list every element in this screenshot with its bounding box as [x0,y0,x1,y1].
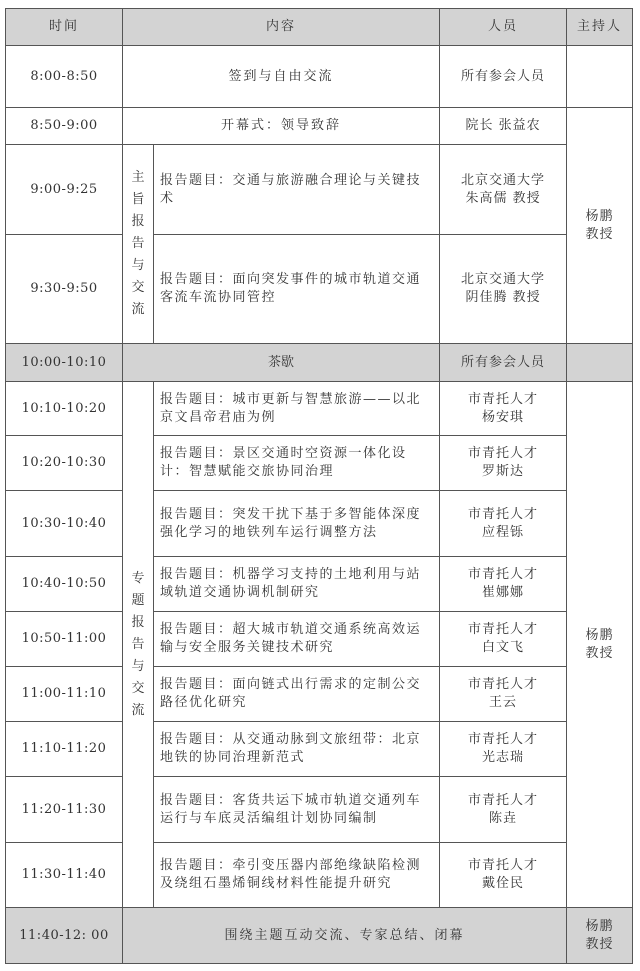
table-row [6,145,633,235]
content-cell: 报告题目：机器学习支持的土地利用与站域轨道交通协调机制研究 [154,557,440,612]
time-cell: 10:40-10:50 [6,557,123,612]
personnel-cell [440,843,567,908]
personnel-name: 王云 [489,695,518,710]
table-row [6,46,633,108]
host-cell [567,908,633,964]
header-personnel: 人员 [440,9,567,46]
closing-row [6,908,633,964]
personnel-name: 杨安琪 [482,409,525,425]
host-title: 教授 [585,645,614,661]
time-cell: 10:20-10:30 [6,436,123,491]
personnel-affiliation: 市青托人才 [468,677,539,692]
personnel-affiliation: 市青托人才 [468,391,539,407]
header-time: 时间 [6,9,123,46]
table-row [6,722,633,777]
time-cell: 11:00-11:10 [6,667,123,722]
personnel-cell [440,777,567,843]
content-cell: 报告题目：从交通动脉到文旅纽带：北京地铁的协同治理新范式 [154,722,440,777]
host-cell-empty [567,46,633,108]
time-cell: 10:00-10:10 [6,344,123,382]
table-row [6,843,633,908]
content-cell: 报告题目：交通与旅游融合理论与关键技术 [154,145,440,235]
time-cell: 10:10-10:20 [6,382,123,436]
personnel-name: 白文飞 [482,640,525,655]
personnel-name: 陈垚 [489,810,518,826]
table-row [6,235,633,344]
host-cell [567,382,633,908]
personnel-affiliation: 市青托人才 [468,858,539,873]
personnel-name: 戴佺民 [482,876,525,891]
break-row [6,344,633,382]
time-cell: 8:50-9:00 [6,108,123,145]
personnel-affiliation: 市青托人才 [468,506,539,522]
personnel-name: 朱高儒 教授 [465,190,541,206]
content-cell: 报告题目：超大城市轨道交通系统高效运输与安全服务关键技术研究 [154,612,440,667]
host-name: 杨鹏 [585,627,614,643]
personnel-cell [440,382,567,436]
time-cell: 8:00-8:50 [6,46,123,108]
session-label-keynote [123,145,154,344]
table-row [6,557,633,612]
content-cell: 报告题目：景区交通时空资源一体化设计：智慧赋能交旅协同治理 [154,436,440,491]
time-cell: 11:10-11:20 [6,722,123,777]
personnel-affiliation: 市青托人才 [468,446,539,461]
table-row [6,108,633,145]
personnel-cell: 所有参会人员 [440,344,567,382]
personnel-cell [440,557,567,612]
personnel-cell [440,145,567,235]
content-cell: 签到与自由交流 [123,46,440,108]
content-cell: 开幕式：领导致辞 [123,108,440,145]
table-row [6,667,633,722]
time-cell: 10:50-11:00 [6,612,123,667]
content-cell: 报告题目：面向突发事件的城市轨道交通客流车流协同管控 [154,235,440,344]
host-name: 杨鹏 [585,918,614,934]
personnel-affiliation: 市青托人才 [468,622,539,637]
content-cell: 报告题目：牵引变压器内部绝缘缺陷检测及绕组石墨烯铜线材料性能提升研究 [154,843,440,908]
time-cell: 9:30-9:50 [6,235,123,344]
time-cell: 9:00-9:25 [6,145,123,235]
content-cell: 报告题目：面向链式出行需求的定制公交路径优化研究 [154,667,440,722]
personnel-cell [440,667,567,722]
session-label-text: 主旨报告与交流 [131,170,145,317]
header-row [6,9,633,46]
personnel-affiliation: 北京交通大学 [461,172,546,188]
header-host: 主持人 [567,9,633,46]
personnel-cell [440,491,567,557]
personnel-affiliation: 市青托人才 [468,567,539,582]
personnel-name: 阴佳腾 教授 [465,290,541,305]
content-cell: 茶歇 [123,344,440,382]
personnel-cell: 所有参会人员 [440,46,567,108]
personnel-cell [440,436,567,491]
personnel-name: 应程铄 [482,524,525,540]
host-title: 教授 [585,226,614,242]
time-cell: 10:30-10:40 [6,491,123,557]
table-row [6,612,633,667]
schedule-table [5,8,633,964]
personnel-name: 罗斯达 [482,464,525,479]
header-content: 内容 [123,9,440,46]
time-cell: 11:20-11:30 [6,777,123,843]
content-cell: 报告题目：突发干扰下基于多智能体深度强化学习的地铁列车运行调整方法 [154,491,440,557]
session-label-text: 专题报告与交流 [131,570,145,718]
table-row [6,777,633,843]
content-cell: 报告题目：城市更新与智慧旅游——以北京文昌帝君庙为例 [154,382,440,436]
personnel-name: 光志瑞 [482,750,525,765]
personnel-cell [440,235,567,344]
host-name: 杨鹏 [585,208,614,224]
table-row [6,436,633,491]
host-cell-empty [567,344,633,382]
personnel-affiliation: 市青托人才 [468,732,539,747]
table-row [6,382,633,436]
personnel-cell: 院长 张益农 [440,108,567,145]
table-row [6,491,633,557]
content-cell: 围绕主题互动交流、专家总结、闭幕 [123,908,567,964]
personnel-cell [440,722,567,777]
time-cell: 11:30-11:40 [6,843,123,908]
host-title: 教授 [585,936,614,952]
host-cell [567,108,633,344]
personnel-affiliation: 市青托人才 [468,792,539,808]
content-cell: 报告题目：客货共运下城市轨道交通列车运行与车底灵活编组计划协同编制 [154,777,440,843]
session-label-special [123,382,154,908]
personnel-cell [440,612,567,667]
personnel-affiliation: 北京交通大学 [461,272,546,287]
time-cell: 11:40-12: 00 [6,908,123,964]
personnel-name: 崔娜娜 [482,585,525,600]
